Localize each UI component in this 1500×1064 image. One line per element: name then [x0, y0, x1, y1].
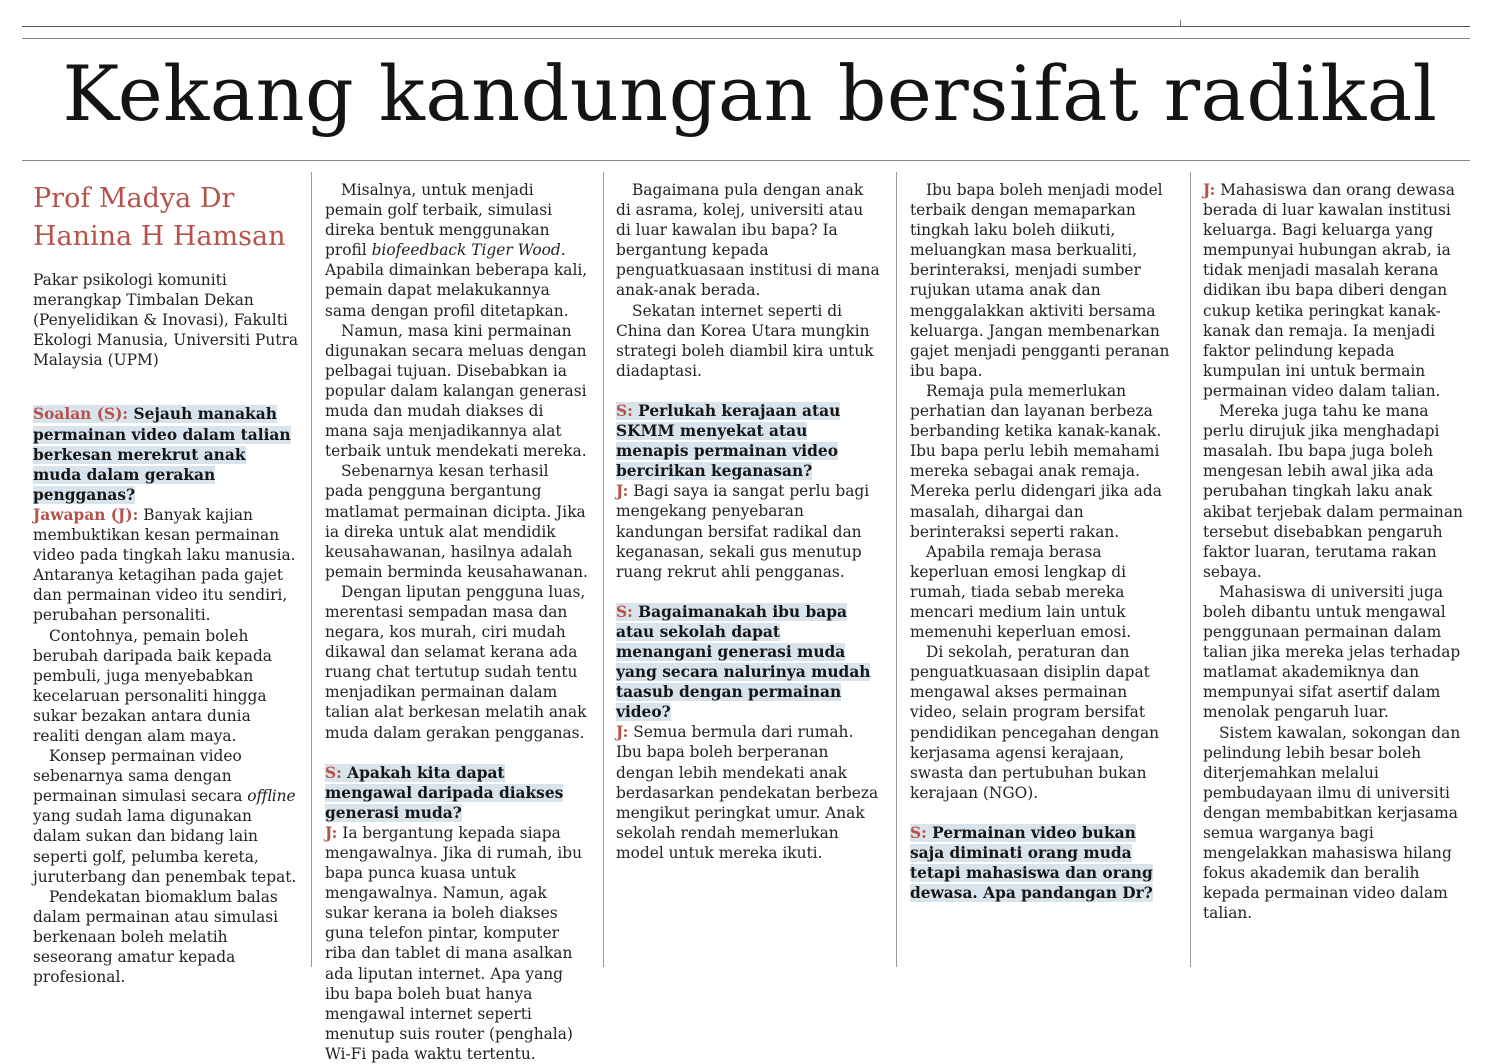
answer-1-p5-b: Apabila dimainkan beberapa kali, pemain dapat melakukannya sama dengan profil ditetapkan.: [325, 261, 588, 320]
top-rule-secondary: [22, 38, 1470, 39]
answer-4-p5: Di sekolah, peraturan dan penguatkuasaan disiplin dapat mengawal akses permainan video, selain program bersifat pendidikan pencegahan dengan kerjasama agensi kerajaan, swasta dan pertubuhan bukan kerajaan (NGO).: [910, 643, 1160, 802]
question-3: [616, 401, 881, 481]
question-label: Soalan (S):: [33, 405, 129, 424]
answer-1-p1-text: Banyak kajian membuktikan kesan permainan video pada tingkah laku manusia. Antaranya ketagihan pada gajet dan permainan video itu sendiri, perubahan personaliti.: [33, 505, 296, 625]
answer-5-p4: Sistem kawalan, sokongan dan pelindung lebih besar boleh diterjemahkan melalui pembudayaan ilmu di universiti dengan membabitkan kerjasama semua warganya bagi mengelakkan mahasiswa hilang fokus akademik dan beralih kepada permainan video dalam talian.: [1203, 723, 1461, 923]
answer-2-p1-text: Ia bergantung kepada siapa mengawalnya. Jika di rumah, ibu bapa punca kuasa untuk mengawalnya. Namun, agak sukar kerana ia boleh diakses guna telefon pintar, komputer riba dan tablet di mana asalkan ada liputan internet. Apa yang ibu bapa boleh buat hanya mengawal internet seperti menutup suis router (penghala) Wi-Fi pada waktu tertentu.: [325, 823, 583, 1063]
answer-1-p5: [325, 180, 590, 321]
spacer: [325, 743, 590, 763]
question-3-text: Perlukah kerajaan atau SKMM menyekat atau menapis permainan video bercirikan keganasan?: [616, 401, 841, 481]
answer-3-p1: [616, 481, 881, 581]
question-2-text: Apakah kita dapat mengawal daripada diakses generasi muda?: [325, 763, 564, 822]
answer-1-p6: Namun, masa kini permainan digunakan secara meluas dengan pelbagai tujuan. Disebabkan ia popular dalam kalangan generasi muda dan mudah diakses di mana saja menjadikannya alat terbaik untuk mendekati mereka.: [325, 321, 587, 461]
question-label: S:: [325, 763, 342, 782]
question-label: S:: [616, 602, 633, 621]
author-name-line1: Prof Madya Dr: [33, 183, 235, 214]
answer-4-p4: Apabila remaja berasa keperluan emosi lengkap di rumah, tiada sebab mereka mencari medium lain untuk memenuhi keperluan emosi.: [910, 542, 1132, 642]
question-label: S:: [910, 823, 927, 842]
question-2: [325, 763, 590, 823]
answer-1-p5-em: biofeedback Tiger Wood.: [371, 241, 566, 260]
answer-5-p3: Mahasiswa di universiti juga boleh dibantu untuk mengawal penggunaan permainan dalam talian jika mereka jelas terhadap matlamat akademiknya dan mempunyai sifat asertif dalam menolak pengaruh luar.: [1203, 582, 1461, 722]
answer-2-p2: Bagaimana pula dengan anak di asrama, kolej, universiti atau di luar kawalan ibu bapa? Ia bergantung kepada penguatkuasaan institusi di mana anak-anak berada.: [616, 181, 880, 300]
answer-4-p1-text: Semua bermula dari rumah. Ibu bapa boleh berperanan dengan lebih mendekati anak berdasarkan pendekatan berbeza mengikut peringkat umur. Anak sekolah rendah memerlukan model untuk mereka ikuti.: [616, 723, 879, 862]
answer-1-p1: [33, 505, 298, 626]
headline-rule: [22, 160, 1470, 161]
column-divider: [311, 172, 312, 967]
question-1: [33, 404, 298, 504]
headline: Kekang kandungan bersifat radikal: [62, 49, 1438, 138]
answer-1-p3-em: offline: [247, 787, 296, 806]
answer-4-p3: Remaja pula memerlukan perhatian dan layanan berbeza berbanding ketika kanak-kanak. Ibu bapa perlu lebih memahami mereka sebagai anak remaja. Mereka perlu didengari jika ada masalah, dihargai dan berinteraksi seperti rakan.: [910, 381, 1162, 541]
answer-5-p2: Mereka juga tahu ke mana perlu dirujuk jika menghadapi masalah. Ibu bapa juga boleh mengesan lebih awal jika ada perubahan tingkah laku anak akibat terjebak dalam permainan tersebut disebabkan pengaruh faktor luaran, terutama rakan sebaya.: [1203, 402, 1463, 581]
answer-label: J:: [325, 823, 338, 842]
answer-1-p3: [33, 746, 298, 887]
answer-label: Jawapan (J):: [33, 505, 139, 524]
page-tick: [1180, 20, 1181, 26]
question-label: S:: [616, 401, 633, 420]
column-5: [1203, 180, 1468, 923]
answer-3-p1-text: Bagi saya ia sangat perlu bagi mengekang penyebaran kandungan bersifat radikal dan keganasan, sekali gus menutup ruang rekrut ahli pengganas.: [616, 482, 870, 581]
column-4: [910, 180, 1175, 903]
answer-1-p7: Sebenarnya kesan terhasil pada pengguna bergantung matlamat permainan dicipta. Jika ia direka untuk alat mendidik keusahawanan, hasilnya adalah pemain berminda keusahawanan.: [325, 462, 588, 581]
question-4-text: Bagaimanakah ibu bapa atau sekolah dapat menangani generasi muda yang secara nalurinya mudah taasub dengan permainan video?: [616, 602, 871, 722]
author-bio: Pakar psikologi komuniti merangkap Timbalan Dekan (Penyelidikan & Inovasi), Fakulti Ekologi Manusia, Universiti Putra Malaysia (UPM): [33, 271, 298, 370]
spacer: [910, 803, 1175, 823]
column-divider: [603, 172, 604, 967]
answer-1-p5-a: Misalnya, untuk menjadi pemain golf terbaik, simulasi direka bentuk menggunakan profil: [325, 181, 553, 260]
spacer: [616, 381, 881, 401]
answer-label: J:: [616, 482, 629, 501]
column-divider: [896, 172, 897, 967]
answer-2-p3: Sekatan internet seperti di China dan Korea Utara mungkin strategi boleh diambil kira untuk diadaptasi.: [616, 301, 874, 380]
answer-5-p1-text: Mahasiswa dan orang dewasa berada di luar kawalan institusi keluarga. Bagi keluarga yang mempunyai hubungan akrab, ia tidak menjadi masalah kerana didikan ibu bapa diberi dengan cukup ketika peringkat kanak-kanak dan remaja. Ia menjadi faktor pelindung kepada kumpulan ini untuk bermain permainan video dalam talian.: [1203, 181, 1455, 400]
answer-1-p3-b: yang sudah lama digunakan dalam sukan dan bidang lain seperti golf, pelumba kereta, juruterbang dan penembak tepat.: [33, 807, 297, 886]
top-rule: [22, 26, 1470, 27]
answer-5-p1: [1203, 180, 1468, 401]
answer-label: J:: [1203, 181, 1216, 199]
spacer: [616, 582, 881, 602]
answer-4-p2: Ibu bapa boleh menjadi model terbaik dengan memaparkan tingkah laku boleh diikuti, meluangkan masa berkualiti, berinteraksi, menjadi sumber rujukan utama anak dan menggalakkan aktiviti bersama keluarga. Jangan membenarkan gajet menjadi pengganti peranan ibu bapa.: [910, 181, 1170, 380]
question-5-text: Permainan video bukan saja diminati orang muda tetapi mahasiswa dan orang dewasa. Apa pandangan Dr?: [910, 823, 1153, 903]
question-5: [910, 823, 1175, 903]
answer-2-p1-start: [325, 823, 590, 1064]
author-name-line2: Hanina H Hamsan: [33, 221, 286, 252]
question-4: [616, 602, 881, 723]
column-divider: [1190, 172, 1191, 967]
column-3: [616, 180, 881, 863]
answer-1-p2: Contohnya, pemain boleh berubah daripada baik kepada pembuli, juga menyebabkan kecelaruan personaliti hingga sukar bezakan antara dunia realiti dengan alam maya.: [33, 626, 272, 745]
answer-4-p1: [616, 722, 881, 863]
answer-1-p4: Pendekatan biomaklum balas dalam permainan atau simulasi berkenaan boleh melatih seseorang amatur kepada profesional.: [33, 887, 279, 987]
column-1: [33, 180, 298, 987]
answer-label: J:: [616, 723, 629, 742]
author-name: [33, 180, 298, 256]
question-1-text: Sejauh manakah permainan video dalam talian berkesan merekrut anak muda dalam gerakan pengganas?: [33, 405, 291, 504]
answer-1-p3-a: Konsep permainan video sebenarnya sama dengan permainan simulasi secara: [33, 747, 248, 806]
column-2: [325, 180, 590, 1064]
answer-1-p8: Dengan liputan pengguna luas, merentasi sempadan masa dan negara, kos murah, ciri mudah dikawal dan selamat kerana ada ruang chat tertutup sudah tentu menjadikan permainan dalam talian alat berkesan melatih anak muda dalam gerakan pengganas.: [325, 582, 587, 742]
